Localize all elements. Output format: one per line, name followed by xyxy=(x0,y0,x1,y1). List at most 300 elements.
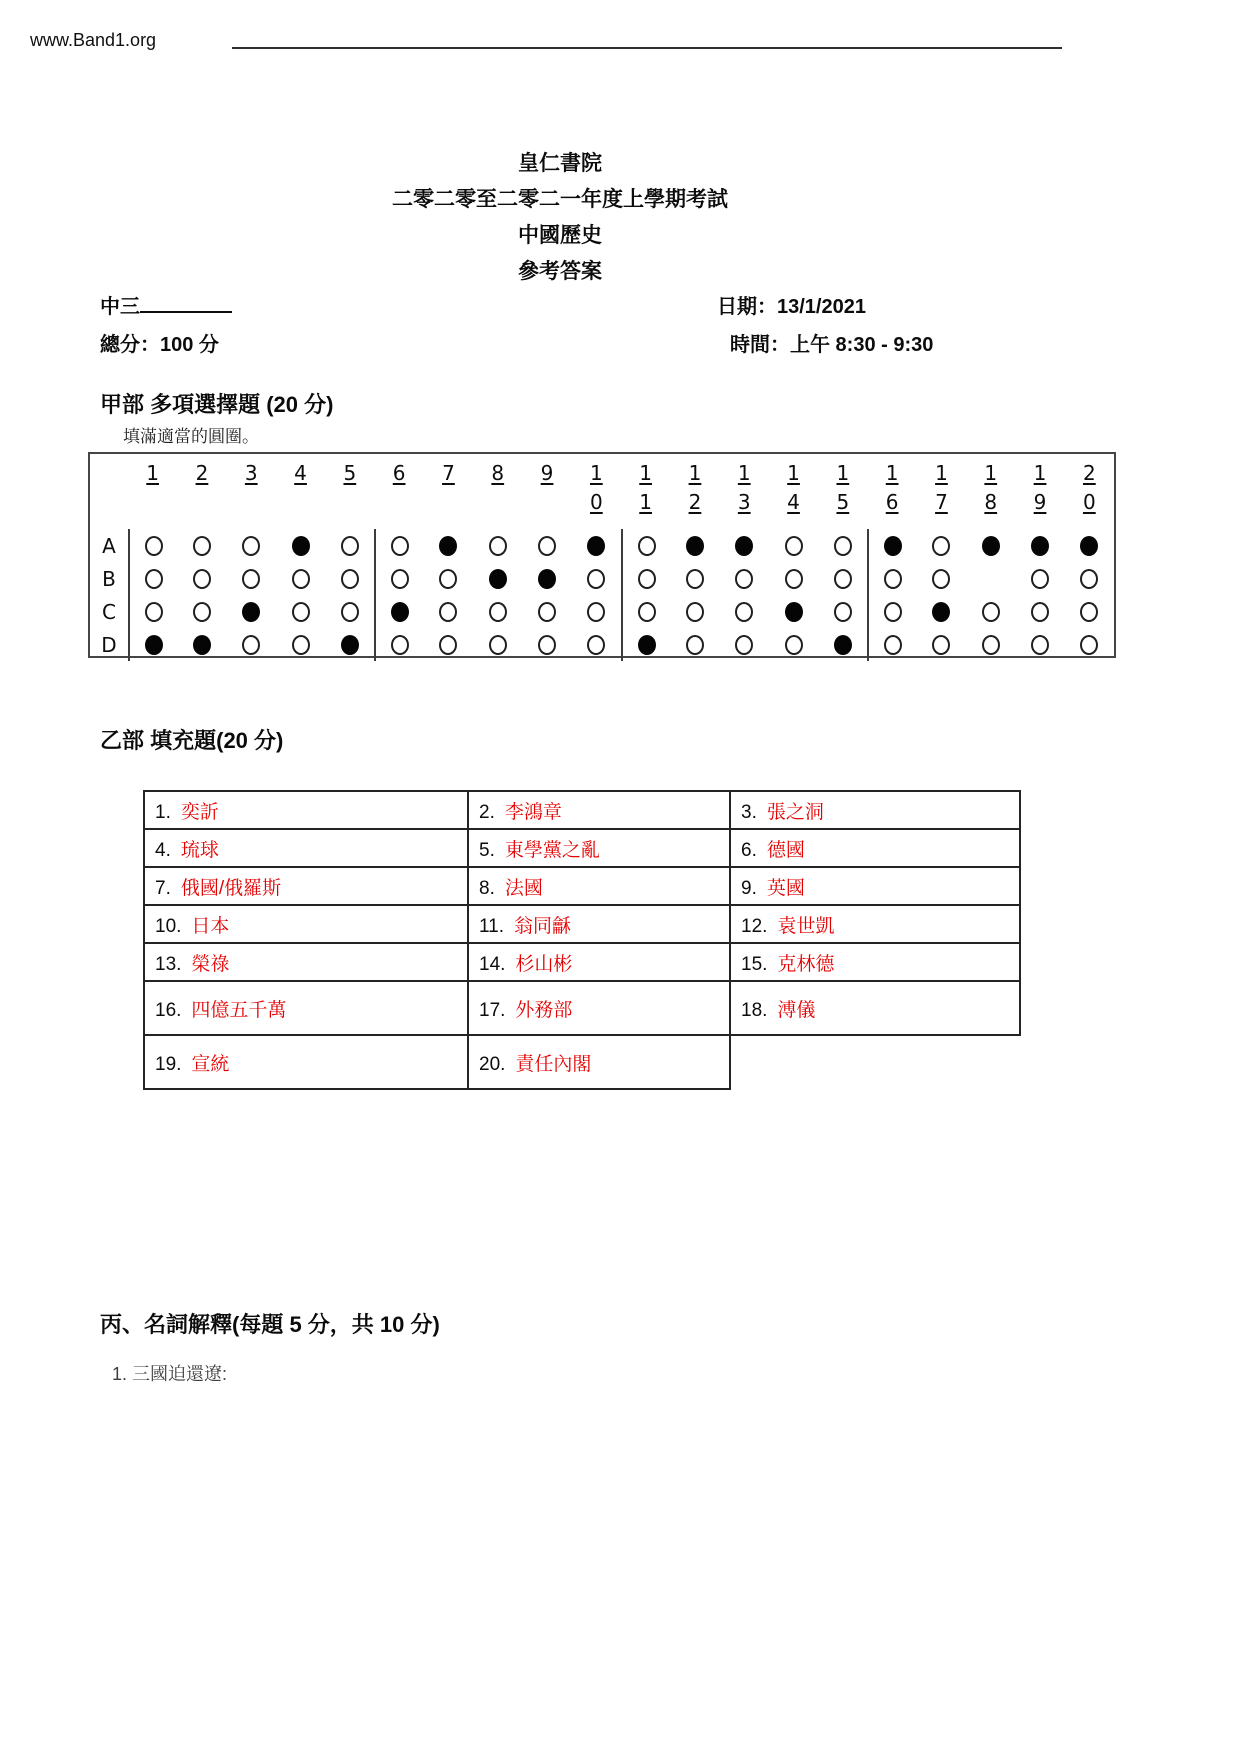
mc-bubble-q19-C xyxy=(1031,602,1049,622)
mc-col-digit: 1 xyxy=(146,461,160,485)
mc-cell-q19-D xyxy=(1015,628,1064,661)
mc-col-header-5 xyxy=(325,454,374,529)
score-value: 100 分 xyxy=(160,334,219,356)
mc-bubble-q6-B xyxy=(391,569,409,589)
mc-row-label-B: B xyxy=(102,566,116,591)
mc-cell-q8-C xyxy=(473,595,522,628)
mc-col-digit: 0 xyxy=(589,490,603,514)
mc-cell-q7-A xyxy=(424,529,473,562)
mc-col-digit: 7 xyxy=(935,490,948,514)
fill-in-cell-14 xyxy=(468,943,730,981)
mc-col-digit: 7 xyxy=(442,461,455,485)
mc-cell-q3-A xyxy=(227,529,276,562)
mc-bubble-q18-D xyxy=(982,635,1000,655)
mc-cell-q3-C xyxy=(227,595,276,628)
mc-bubble-q2-D-filled xyxy=(193,635,211,655)
mc-cell-q8-D xyxy=(473,628,522,661)
mc-col-digit: 8 xyxy=(491,461,505,485)
mc-col-digit: 8 xyxy=(984,490,998,514)
mc-bubble-q14-C-filled xyxy=(785,602,803,622)
mc-cell-q17-D xyxy=(917,628,966,661)
mc-cell-q10-C xyxy=(572,595,621,628)
mc-cell-q18-B xyxy=(966,562,1015,595)
mc-col-header-16 xyxy=(867,454,916,529)
mc-col-header-4 xyxy=(276,454,325,529)
mc-bubble-q15-A xyxy=(834,536,852,556)
mc-bubble-q18-C xyxy=(982,602,1000,622)
mc-bubble-q3-A xyxy=(242,536,260,556)
mc-bubble-q17-D xyxy=(932,635,950,655)
mc-cell-q10-A xyxy=(572,529,621,562)
mc-col-header-20 xyxy=(1065,454,1114,529)
mc-cell-q15-A xyxy=(818,529,867,562)
mc-col-digit: 1 xyxy=(984,461,998,485)
mc-bubble-q14-B xyxy=(785,569,803,589)
time-label: 時間： xyxy=(730,334,790,356)
mc-bubble-q19-B xyxy=(1031,569,1049,589)
fill-in-cell-19 xyxy=(144,1035,468,1089)
mc-bubble-q4-A-filled xyxy=(292,536,310,556)
mc-bubble-q18-A-filled xyxy=(982,536,1000,556)
mc-cell-q15-D xyxy=(818,628,867,661)
mc-cell-q1-C xyxy=(128,595,177,628)
mc-col-header-12 xyxy=(670,454,719,529)
mc-bubble-q4-C xyxy=(292,602,310,622)
question-number: 6. xyxy=(741,839,757,861)
mc-col-header-14 xyxy=(769,454,818,529)
mc-bubble-q7-A-filled xyxy=(439,536,457,556)
mc-cell-q16-C xyxy=(867,595,916,628)
question-number: 11. xyxy=(479,915,505,937)
mc-cell-q5-D xyxy=(325,628,374,661)
fill-in-cell-16 xyxy=(144,981,468,1035)
mc-cell-q4-A xyxy=(276,529,325,562)
mc-cell-q15-C xyxy=(818,595,867,628)
mc-cell-q12-B xyxy=(670,562,719,595)
mc-bubble-q7-C xyxy=(439,602,457,622)
mc-cell-q12-A xyxy=(670,529,719,562)
mc-bubble-q11-C xyxy=(638,602,656,622)
question-number: 14. xyxy=(479,953,506,975)
mc-bubble-q10-C xyxy=(587,602,605,622)
question-number: 7. xyxy=(155,877,171,899)
mc-cell-q18-D xyxy=(966,628,1015,661)
mc-bubble-q15-D-filled xyxy=(834,635,852,655)
question-number: 1. xyxy=(155,801,171,823)
answer-text: 杉山彬 xyxy=(515,953,573,975)
class-line xyxy=(100,290,232,319)
mc-cell-q14-A xyxy=(769,529,818,562)
question-number: 5. xyxy=(479,839,495,861)
mc-col-header-17 xyxy=(917,454,966,529)
mc-col-digit: 5 xyxy=(836,490,850,514)
answer-text: 克林德 xyxy=(777,953,835,975)
mc-bubble-q20-B xyxy=(1080,569,1098,589)
fill-in-cell-8 xyxy=(468,867,730,905)
mc-bubble-q19-A-filled xyxy=(1031,536,1049,556)
mc-bubble-q1-B xyxy=(145,569,163,589)
mc-bubble-q10-B xyxy=(587,569,605,589)
mc-bubble-q1-D-filled xyxy=(145,635,163,655)
mc-cell-q16-A xyxy=(867,529,916,562)
fill-in-cell-7 xyxy=(144,867,468,905)
exam-title: 二零二零至二零二一年度上學期考試 xyxy=(392,188,728,211)
mc-col-header-9 xyxy=(522,454,571,529)
mc-cell-q5-A xyxy=(325,529,374,562)
mc-bubble-q3-C-filled xyxy=(242,602,260,622)
mc-cell-q2-B xyxy=(177,562,226,595)
mc-bubble-q10-D xyxy=(587,635,605,655)
date-value: 13/1/2021 xyxy=(777,296,866,318)
mc-bubble-q15-C xyxy=(834,602,852,622)
time-line xyxy=(730,328,933,357)
mc-cell-q3-D xyxy=(227,628,276,661)
fill-in-row xyxy=(144,905,1020,943)
section-a-instruction: 填滿適當的圓圈。 xyxy=(123,427,259,446)
mc-cell-q16-B xyxy=(867,562,916,595)
answer-key-title: 參考答案 xyxy=(518,260,602,283)
question-number: 9. xyxy=(741,877,757,899)
mc-col-header-11 xyxy=(621,454,670,529)
mc-bubble-q12-A-filled xyxy=(686,536,704,556)
empty-cell xyxy=(730,1035,1020,1089)
date-line xyxy=(717,290,866,319)
mc-cell-q5-B xyxy=(325,562,374,595)
mc-col-digit: 1 xyxy=(639,490,652,514)
answer-text: 榮祿 xyxy=(191,953,230,975)
school-name: 皇仁書院 xyxy=(518,152,602,175)
mc-bubble-q17-A xyxy=(932,536,950,556)
mc-bubble-q5-A xyxy=(341,536,359,556)
mc-col-header-1 xyxy=(128,454,177,529)
mc-grid-corner xyxy=(90,454,128,529)
mc-bubble-q11-D-filled xyxy=(638,635,656,655)
mc-bubble-q15-B xyxy=(834,569,852,589)
watermark-text: www.Band1.org xyxy=(30,30,157,50)
mc-bubble-q12-C xyxy=(686,602,704,622)
mc-row-label-A: A xyxy=(102,533,116,558)
fill-in-row xyxy=(144,943,1020,981)
mc-grid xyxy=(90,454,1114,656)
mc-cell-q2-D xyxy=(177,628,226,661)
mc-col-digit: 4 xyxy=(787,490,800,514)
mc-bubble-q16-A-filled xyxy=(884,536,902,556)
mc-cell-q8-B xyxy=(473,562,522,595)
mc-cell-q12-D xyxy=(670,628,719,661)
mc-bubble-q5-C xyxy=(341,602,359,622)
mc-bubble-q7-D xyxy=(439,635,457,655)
mc-cell-q10-D xyxy=(572,628,621,661)
mc-col-digit: 5 xyxy=(343,461,357,485)
mc-cell-q9-D xyxy=(522,628,571,661)
answer-text: 責任內閣 xyxy=(515,1053,592,1075)
answer-text: 溥儀 xyxy=(777,999,816,1021)
mc-col-digit: 2 xyxy=(1082,461,1096,485)
answer-text: 李鴻章 xyxy=(504,801,562,823)
question-number: 19. xyxy=(155,1053,182,1075)
mc-col-digit: 4 xyxy=(294,461,307,485)
mc-cell-q11-D xyxy=(621,628,670,661)
mc-cell-q19-C xyxy=(1015,595,1064,628)
mc-col-digit: 0 xyxy=(1082,490,1096,514)
fill-in-cell-20 xyxy=(468,1035,730,1089)
mc-cell-q6-B xyxy=(374,562,423,595)
class-blank-line xyxy=(140,291,232,313)
mc-row-label-C: C xyxy=(102,599,116,624)
mc-bubble-q8-A xyxy=(489,536,507,556)
mc-bubble-q8-C xyxy=(489,602,507,622)
mc-bubble-q10-A-filled xyxy=(587,536,605,556)
mc-col-header-15 xyxy=(818,454,867,529)
answer-text: 德國 xyxy=(766,839,805,861)
mc-cell-q3-B xyxy=(227,562,276,595)
mc-cell-q6-C xyxy=(374,595,423,628)
fill-in-cell-9 xyxy=(730,867,1020,905)
mc-col-digit: 1 xyxy=(737,461,751,485)
mc-cell-q4-D xyxy=(276,628,325,661)
mc-bubble-q9-C xyxy=(538,602,556,622)
mc-bubble-q6-A xyxy=(391,536,409,556)
mc-cell-q15-B xyxy=(818,562,867,595)
fill-in-cell-11 xyxy=(468,905,730,943)
mc-bubble-q11-A xyxy=(638,536,656,556)
mc-cell-q1-A xyxy=(128,529,177,562)
answer-text: 四億五千萬 xyxy=(191,999,287,1021)
question-number: 13. xyxy=(155,953,182,975)
question-number: 3. xyxy=(741,801,757,823)
fill-in-row xyxy=(144,791,1020,829)
fill-in-cell-15 xyxy=(730,943,1020,981)
mc-cell-q6-A xyxy=(374,529,423,562)
mc-bubble-q20-C xyxy=(1080,602,1098,622)
mc-col-digit: 2 xyxy=(195,461,209,485)
mc-answer-grid-box xyxy=(88,452,1116,658)
fill-in-cell-17 xyxy=(468,981,730,1035)
fill-in-cell-4 xyxy=(144,829,468,867)
mc-col-header-6 xyxy=(374,454,423,529)
mc-cell-q10-B xyxy=(572,562,621,595)
mc-cell-q1-D xyxy=(128,628,177,661)
mc-cell-q14-C xyxy=(769,595,818,628)
mc-col-header-18 xyxy=(966,454,1015,529)
mc-cell-q11-C xyxy=(621,595,670,628)
mc-col-header-8 xyxy=(473,454,522,529)
header-rule xyxy=(232,47,1062,49)
question-number: 10. xyxy=(155,915,182,937)
section-a-heading: 甲部 多項選擇題 (20 分) xyxy=(100,392,334,417)
answer-text: 日本 xyxy=(191,915,230,937)
answer-text: 東學黨之亂 xyxy=(504,839,600,861)
mc-bubble-q9-D xyxy=(538,635,556,655)
question-number: 18. xyxy=(741,999,768,1021)
fill-in-cell-18 xyxy=(730,981,1020,1035)
mc-bubble-q9-B-filled xyxy=(538,569,556,589)
title-block xyxy=(0,146,1120,290)
fill-in-cell-10 xyxy=(144,905,468,943)
time-value: 上午 8:30 - 9:30 xyxy=(790,334,934,356)
mc-col-digit: 1 xyxy=(885,461,899,485)
mc-cell-q13-D xyxy=(720,628,769,661)
mc-cell-q14-D xyxy=(769,628,818,661)
mc-bubble-q3-B xyxy=(242,569,260,589)
mc-col-digit: 1 xyxy=(935,461,948,485)
mc-col-digit: 1 xyxy=(836,461,850,485)
mc-col-header-2 xyxy=(177,454,226,529)
mc-bubble-q17-C-filled xyxy=(932,602,950,622)
mc-cell-q18-C xyxy=(966,595,1015,628)
mc-bubble-q6-D xyxy=(391,635,409,655)
mc-cell-q20-B xyxy=(1065,562,1114,595)
fill-in-row xyxy=(144,981,1020,1035)
score-label: 總分： xyxy=(100,334,160,356)
mc-bubble-q8-D xyxy=(489,635,507,655)
mc-cell-q13-B xyxy=(720,562,769,595)
mc-bubble-q8-B-filled xyxy=(489,569,507,589)
mc-cell-q19-B xyxy=(1015,562,1064,595)
mc-cell-q9-B xyxy=(522,562,571,595)
mc-col-header-10 xyxy=(572,454,621,529)
mc-bubble-q9-A xyxy=(538,536,556,556)
mc-cell-q4-B xyxy=(276,562,325,595)
mc-bubble-q16-D xyxy=(884,635,902,655)
mc-col-digit: 6 xyxy=(885,490,899,514)
mc-cell-q13-C xyxy=(720,595,769,628)
fill-in-cell-12 xyxy=(730,905,1020,943)
mc-cell-q6-D xyxy=(374,628,423,661)
answer-text: 奕訢 xyxy=(180,801,219,823)
fill-in-row xyxy=(144,867,1020,905)
mc-cell-q8-A xyxy=(473,529,522,562)
mc-cell-q7-C xyxy=(424,595,473,628)
fill-in-cell-2 xyxy=(468,791,730,829)
mc-bubble-q3-D xyxy=(242,635,260,655)
mc-bubble-q12-D xyxy=(686,635,704,655)
mc-bubble-q1-C xyxy=(145,602,163,622)
mc-cell-q12-C xyxy=(670,595,719,628)
mc-bubble-q7-B xyxy=(439,569,457,589)
class-label: 中三 xyxy=(100,296,140,318)
mc-bubble-q1-A xyxy=(145,536,163,556)
mc-row-label-D: D xyxy=(101,632,117,657)
mc-col-digit: 1 xyxy=(787,461,800,485)
mc-bubble-q13-A-filled xyxy=(735,536,753,556)
question-number: 15. xyxy=(741,953,768,975)
mc-bubble-q2-B xyxy=(193,569,211,589)
mc-col-digit: 1 xyxy=(639,461,652,485)
mc-bubble-q4-D xyxy=(292,635,310,655)
question-number: 2. xyxy=(479,801,495,823)
mc-col-digit: 1 xyxy=(688,461,702,485)
mc-cell-q4-C xyxy=(276,595,325,628)
mc-bubble-q20-D xyxy=(1080,635,1098,655)
mc-col-header-13 xyxy=(720,454,769,529)
mc-cell-q1-B xyxy=(128,562,177,595)
mc-bubble-q17-B xyxy=(932,569,950,589)
mc-bubble-q4-B xyxy=(292,569,310,589)
mc-cell-q9-C xyxy=(522,595,571,628)
answer-text: 俄國/俄羅斯 xyxy=(180,877,282,899)
answer-text: 袁世凱 xyxy=(777,915,835,937)
mc-cell-q13-A xyxy=(720,529,769,562)
section-b-heading: 乙部 填充題(20 分) xyxy=(100,728,284,753)
mc-cell-q19-A xyxy=(1015,529,1064,562)
fill-in-cell-5 xyxy=(468,829,730,867)
mc-col-digit: 2 xyxy=(688,490,702,514)
mc-bubble-q2-C xyxy=(193,602,211,622)
mc-col-digit: 3 xyxy=(737,490,751,514)
answer-text: 張之洞 xyxy=(766,801,824,823)
mc-bubble-q11-B xyxy=(638,569,656,589)
mc-cell-q9-A xyxy=(522,529,571,562)
fill-in-cell-1 xyxy=(144,791,468,829)
mc-cell-q17-A xyxy=(917,529,966,562)
mc-cell-q5-C xyxy=(325,595,374,628)
mc-cell-q17-B xyxy=(917,562,966,595)
question-number: 4. xyxy=(155,839,171,861)
subject-title: 中國歷史 xyxy=(518,224,602,247)
mc-col-digit: 9 xyxy=(540,461,554,485)
mc-cell-q18-A xyxy=(966,529,1015,562)
answer-text: 外務部 xyxy=(515,999,573,1021)
mc-bubble-q16-B xyxy=(884,569,902,589)
mc-col-digit: 3 xyxy=(244,461,258,485)
mc-col-header-19 xyxy=(1015,454,1064,529)
section-c-heading: 丙、名詞解釋(每題 5 分，共 10 分) xyxy=(100,1312,440,1337)
question-number: 16. xyxy=(155,999,182,1021)
fill-in-cell-13 xyxy=(144,943,468,981)
mc-col-digit: 1 xyxy=(589,461,603,485)
mc-cell-q2-A xyxy=(177,529,226,562)
question-number: 12. xyxy=(741,915,768,937)
mc-cell-q16-D xyxy=(867,628,916,661)
mc-cell-q7-B xyxy=(424,562,473,595)
mc-bubble-q14-D xyxy=(785,635,803,655)
mc-cell-q17-C xyxy=(917,595,966,628)
mc-bubble-q5-D-filled xyxy=(341,635,359,655)
mc-bubble-q20-A-filled xyxy=(1080,536,1098,556)
answer-text: 宣統 xyxy=(191,1053,230,1075)
answer-text: 琉球 xyxy=(180,839,219,861)
answer-text: 翁同龢 xyxy=(514,915,572,937)
question-number: 17. xyxy=(479,999,506,1021)
answer-text: 英國 xyxy=(766,877,805,899)
answer-text: 法國 xyxy=(504,877,543,899)
mc-col-header-7 xyxy=(424,454,473,529)
mc-bubble-q14-A xyxy=(785,536,803,556)
mc-cell-q11-A xyxy=(621,529,670,562)
mc-cell-q20-D xyxy=(1065,628,1114,661)
score-line xyxy=(100,328,219,357)
fill-in-row xyxy=(144,1035,1020,1089)
mc-col-digit: 6 xyxy=(392,461,406,485)
mc-bubble-q6-C-filled xyxy=(391,602,409,622)
question-number: 20. xyxy=(479,1053,506,1075)
mc-col-header-3 xyxy=(227,454,276,529)
mc-bubble-q13-D xyxy=(735,635,753,655)
mc-col-digit: 1 xyxy=(1033,461,1047,485)
mc-cell-q20-A xyxy=(1065,529,1114,562)
mc-bubble-q2-A xyxy=(193,536,211,556)
fill-in-cell-6 xyxy=(730,829,1020,867)
mc-bubble-q19-D xyxy=(1031,635,1049,655)
fill-in-table xyxy=(143,790,1021,1090)
mc-bubble-q16-C xyxy=(884,602,902,622)
mc-cell-q14-B xyxy=(769,562,818,595)
mc-bubble-q13-B xyxy=(735,569,753,589)
mc-bubble-q12-B xyxy=(686,569,704,589)
mc-bubble-q5-B xyxy=(341,569,359,589)
fill-in-cell-3 xyxy=(730,791,1020,829)
